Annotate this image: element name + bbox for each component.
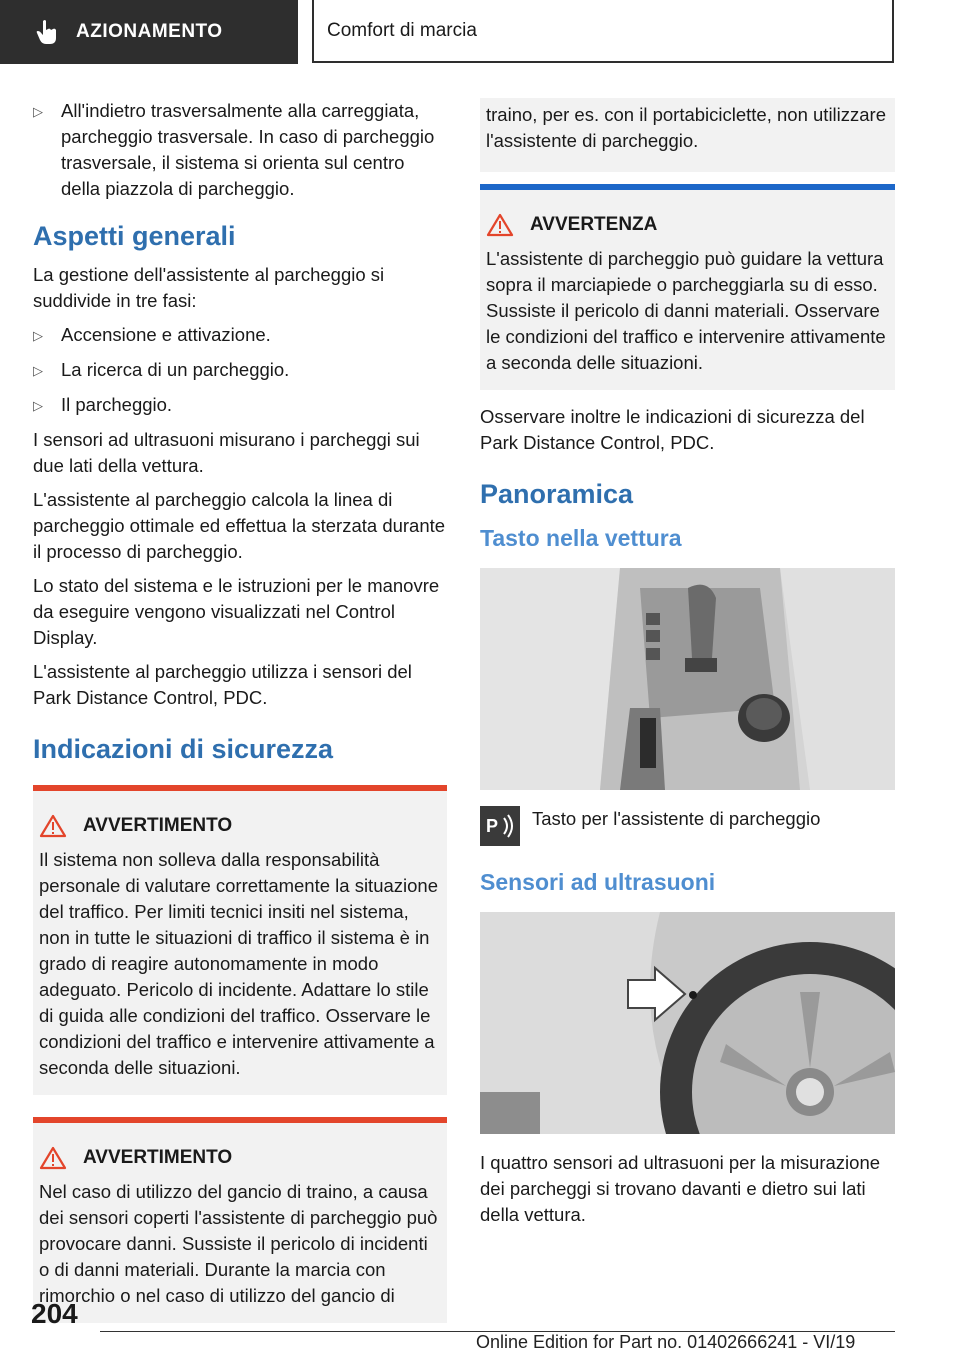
left-column bbox=[33, 98, 447, 1337]
list-item bbox=[33, 98, 447, 202]
right-column bbox=[480, 98, 895, 1236]
notice-text: L'assistente di parcheggio può guidare la vettura sopra il marciapiede o parcheggiarla su di esso. Sussiste il pericolo di danni materiali. Osservare le condizioni del traffico e intervenire attivamente a seconda delle situazioni. bbox=[486, 248, 886, 373]
center-console-photo bbox=[480, 568, 895, 790]
warning-box bbox=[33, 1117, 447, 1323]
paragraph: La gestione dell'assistente al parcheggio si suddivide in tre fasi: bbox=[33, 264, 385, 311]
list-item bbox=[33, 322, 447, 349]
warning-title: AVVERTIMENTO bbox=[33, 1123, 447, 1179]
bullet-text: All'indietro trasversalmente alla carreggiata, parcheggio trasversale. In caso di parcheggio trasversale, il sistema si orienta sul centro della piazzola di parcheggio. bbox=[61, 100, 435, 199]
bullet-text: La ricerca di un parcheggio. bbox=[61, 359, 290, 380]
paragraph: L'assistente al parcheggio utilizza i sensori del Park Distance Control, PDC. bbox=[33, 661, 412, 708]
paragraph: L'assistente al parcheggio calcola la linea di parcheggio ottimale ed effettua la sterzata durante il processo di parcheggio. bbox=[33, 489, 446, 562]
triangle-bullet-icon: ▷ bbox=[33, 363, 43, 378]
list-item bbox=[33, 392, 447, 419]
warning-text: traino, per es. con il portabiciclette, non utilizzare l'assistente di parcheggio. bbox=[486, 104, 887, 151]
parking-assistant-button-icon bbox=[480, 806, 520, 846]
heading-overview: Panoramica bbox=[480, 479, 634, 509]
notice-box bbox=[480, 184, 895, 390]
warning-title: AVVERTIMENTO bbox=[33, 791, 447, 847]
section-tab bbox=[0, 0, 298, 64]
section-title: AZIONAMENTO bbox=[76, 21, 223, 42]
chapter-header bbox=[312, 0, 894, 63]
paragraph: Lo stato del sistema e le istruzioni per le manovre da eseguire vengono visualizzati nel Control Display. bbox=[33, 575, 440, 648]
warning-triangle-icon bbox=[39, 1146, 67, 1170]
warning-continuation bbox=[480, 98, 895, 172]
edition-footer: Online Edition for Part no. 01402666241 - VI/19 bbox=[476, 1332, 856, 1352]
caption-text: Tasto per l'assistente di parcheggio bbox=[532, 808, 821, 829]
button-caption bbox=[480, 806, 895, 846]
triangle-bullet-icon: ▷ bbox=[33, 398, 43, 413]
heading-sensors: Sensori ad ultrasuoni bbox=[480, 869, 716, 895]
paragraph: Osservare inoltre le indicazioni di sicurezza del Park Distance Control, PDC. bbox=[480, 406, 865, 453]
paragraph: I sensori ad ultrasuoni misurano i parcheggi sui due lati della vettura. bbox=[33, 429, 420, 476]
warning-text: Nel caso di utilizzo del gancio di traino, a causa dei sensori coperti l'assistente di parcheggio può provocare danni. Sussiste il pericolo di incidenti o di danni materiali. Durante la marcia con rimorchio o nel caso di utilizzo del gancio di bbox=[39, 1181, 438, 1306]
bullet-text: Il parcheggio. bbox=[61, 394, 173, 415]
chapter-title: Comfort di marcia bbox=[327, 19, 477, 41]
warning-box bbox=[33, 785, 447, 1095]
heading-safety: Indicazioni di sicurezza bbox=[33, 734, 334, 764]
bullet-text: Accensione e attivazione. bbox=[61, 324, 271, 345]
hand-pointer-icon bbox=[36, 19, 58, 45]
heading-button: Tasto nella vettura bbox=[480, 525, 682, 551]
svg-text:P: P bbox=[486, 816, 499, 836]
triangle-bullet-icon: ▷ bbox=[33, 104, 43, 119]
list-item bbox=[33, 357, 447, 384]
heading-general: Aspetti generali bbox=[33, 221, 236, 251]
page-number: 204 bbox=[31, 1298, 78, 1329]
notice-title: AVVERTENZA bbox=[480, 190, 895, 246]
triangle-bullet-icon: ▷ bbox=[33, 328, 43, 343]
ultrasonic-sensor-photo bbox=[480, 912, 895, 1134]
paragraph: I quattro sensori ad ultrasuoni per la misurazione dei parcheggi si trovano davanti e dietro sui lati della vettura. bbox=[480, 1152, 881, 1225]
warning-triangle-icon bbox=[486, 213, 514, 237]
warning-triangle-icon bbox=[39, 814, 67, 838]
warning-text: Il sistema non solleva dalla responsabilità personale di valutare correttamente la situazione del traffico. Per limiti tecnici insiti nel sistema, non in tutte le situazioni di traffico il sistema è in grado di reagire autonomamente in modo adeguato. Pericolo di incidente. Adattare lo stile di guida alle condizioni del traffico. Osservare le condizioni del traffico e intervenire attivamente a seconda delle situazioni. bbox=[39, 849, 439, 1078]
